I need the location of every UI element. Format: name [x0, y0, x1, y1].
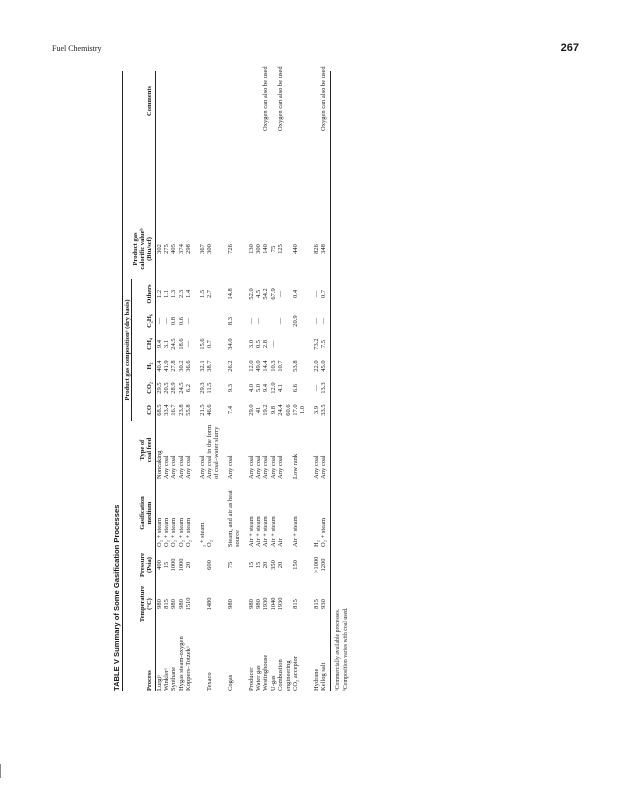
cell-co: 46.6	[205, 404, 213, 416]
cell-medium: Air + steam	[254, 516, 262, 547]
cell-feed: Any coal	[320, 421, 330, 479]
cell-cal: 298	[185, 244, 193, 254]
cell-pres: 150	[292, 560, 299, 570]
cell-co: 19.2	[262, 404, 270, 416]
cell-co2: —	[312, 384, 320, 392]
cell-temp: 980	[155, 599, 163, 609]
cell-medium: O₂ + steam	[320, 479, 330, 547]
cell-others: 0.4	[292, 289, 299, 299]
cell-ch4: 7.5	[320, 333, 330, 355]
cell-others: 1.3	[170, 289, 178, 299]
cell-comments	[313, 71, 320, 131]
cell-co2: 5.0	[254, 383, 262, 393]
cell-temp: 815	[162, 599, 170, 609]
cell-c2h6: —	[320, 309, 330, 333]
cell-medium: O₂	[205, 540, 213, 547]
cell-h2: 49.0	[254, 360, 262, 372]
cell-process: Texaco	[205, 672, 213, 691]
cell-temp: 930	[320, 583, 330, 625]
cell-co-extra: 60.6	[284, 404, 292, 416]
cell-co2: 29.5	[155, 382, 163, 394]
header-others: Others	[132, 279, 156, 309]
cell-c2h6	[262, 309, 269, 333]
table-row	[155, 71, 163, 691]
cell-h2: 10.7	[277, 360, 285, 372]
spacer-cell	[320, 131, 330, 219]
cell-feed: Any coal	[254, 455, 262, 479]
cell-h2: 14.4	[262, 360, 270, 372]
cell-pres: 400	[155, 560, 163, 570]
cell-medium: Air + steam	[247, 516, 255, 547]
cell-feed: Any coal	[198, 455, 206, 479]
cell-h2: 45.0	[320, 355, 330, 377]
cell-process: Hydrane	[312, 668, 320, 691]
cell-ch4: —	[185, 340, 193, 348]
cell-pres: 350	[269, 560, 277, 570]
cell-temp: 1930	[262, 597, 270, 611]
cell-c2h6	[199, 309, 206, 333]
header-medium: Gasification medium	[132, 479, 156, 547]
cell-others: 0.7	[320, 279, 330, 309]
cell-cal: 440	[292, 244, 299, 254]
cell-comments	[199, 71, 206, 131]
cell-cal: 374	[177, 244, 185, 254]
cell-others: 1.5	[198, 289, 206, 299]
page-number: 267	[560, 42, 579, 54]
cell-co: 68.5	[155, 404, 163, 416]
cell-others: 4.5	[254, 289, 262, 299]
cell-co: 23.8	[177, 404, 185, 416]
table-row	[199, 71, 206, 691]
cell-cal: 300	[254, 244, 262, 254]
spacer-cell	[255, 131, 262, 219]
cell-c2h6	[206, 309, 227, 333]
header-h2: H₂	[132, 355, 156, 377]
cell-temp: 815	[312, 599, 320, 609]
table-row	[313, 71, 320, 691]
gasification-table	[123, 66, 331, 691]
cell-feed: Any coal	[269, 455, 277, 479]
cell-c2h6: 20.9	[292, 315, 299, 327]
cell-others: 52.0	[247, 288, 255, 300]
cell-co	[292, 399, 313, 421]
cell-feed: Any coal	[312, 455, 320, 479]
cell-ch4: 2.8	[262, 339, 270, 349]
cell-pres: 75	[226, 561, 234, 569]
cell-co2: 4.0	[247, 383, 255, 393]
cell-h2: 41.9	[162, 360, 170, 372]
cell-co: 29.0	[247, 404, 255, 416]
cell-c2h6: —	[277, 317, 285, 325]
cell-medium: ₂ + steam	[198, 522, 206, 547]
table-body	[155, 66, 330, 691]
cell-comments: Oxygen can also be used	[277, 66, 285, 131]
cell-pres: 20	[262, 561, 270, 569]
cell-others: —	[312, 290, 320, 298]
table-row	[262, 71, 269, 691]
cell-h2: 12.0	[247, 360, 255, 372]
cell-cal: 140	[262, 244, 270, 254]
spacer-cell	[277, 131, 292, 219]
cell-temp: 980	[170, 599, 178, 609]
cell-comments	[178, 71, 185, 131]
cell-c2h6: —	[155, 317, 163, 325]
cell-c2h6: 0.8	[170, 316, 178, 326]
spacer-cell	[185, 131, 198, 219]
cell-others: 14.8	[226, 288, 234, 300]
cell-comments	[270, 71, 277, 131]
cell-co2: 24.5	[177, 382, 185, 394]
cell-co: 9.8	[269, 405, 277, 415]
cell-cal: 302	[155, 244, 163, 254]
cell-cal: 300	[205, 244, 213, 254]
table-row	[277, 71, 292, 691]
cell-comments	[255, 71, 262, 131]
cell-medium: O₂ + steam	[170, 517, 178, 547]
cell-cal: 275	[162, 244, 170, 254]
cell-comments	[185, 71, 198, 131]
cell-feed: Any coal	[226, 455, 234, 479]
cell-ch4: 15.6	[198, 338, 206, 350]
cell-process: Lurgiᵃ	[155, 674, 163, 691]
cell-co: 7.4	[226, 405, 234, 415]
cell-feed: Any coal	[170, 455, 178, 479]
cell-cal: 826	[312, 244, 320, 254]
cell-pres: 20	[185, 561, 193, 569]
cell-temp: 1480	[205, 597, 213, 611]
cell-ch4: 18.6	[177, 338, 185, 350]
cell-h2: 53.8	[292, 360, 299, 372]
cell-temp: 815	[292, 599, 299, 609]
table-caption: TABLE V Summary of Some Gasification Processes	[112, 504, 121, 691]
footnotes	[331, 71, 350, 691]
cell-co2: 9.4	[262, 383, 270, 393]
cell-others: 2.3	[177, 289, 185, 299]
table-row	[178, 71, 185, 691]
cell-medium: O₂ + steam	[162, 517, 170, 547]
cell-others: 67.9	[269, 288, 277, 300]
header-comments: Comments	[132, 71, 156, 131]
table-row	[292, 71, 313, 691]
cell-medium: O₂ + steam	[155, 517, 163, 547]
cell-pres: >1000	[312, 556, 320, 574]
cell-comments	[292, 71, 313, 131]
cell-temp: 1930	[277, 597, 285, 611]
cell-cal: 130	[247, 244, 255, 254]
header-pressure: Pressure (Psia)	[132, 547, 156, 583]
cell-medium: Steam, and air as heat source	[226, 490, 242, 547]
header-process: Process	[132, 625, 156, 691]
cell-h2: 40.4	[155, 360, 163, 372]
cell-pres: 20	[277, 561, 285, 569]
cell-co2: 11.5	[205, 382, 213, 394]
footnote-a: ᵃCommercially available processes.	[334, 608, 341, 691]
cell-cal: 405	[170, 244, 178, 254]
table-row	[163, 71, 170, 691]
cell-comments	[163, 71, 170, 131]
cell-temp: 980	[177, 599, 185, 609]
cell-ch4: 34.0	[226, 338, 234, 350]
table-row	[227, 71, 248, 691]
cell-cal: 367	[198, 244, 206, 254]
table-row	[206, 71, 227, 691]
cell-comments: Oxygen can also be used	[262, 66, 270, 131]
cell-feed: Any coal	[185, 455, 193, 479]
cell-feed: Low rank	[292, 453, 299, 479]
table-row	[170, 71, 177, 691]
header-co2: CO₂	[132, 377, 156, 399]
margin-mark	[0, 764, 1, 778]
spacer-cell	[313, 131, 320, 219]
cell-medium: Air + steam	[262, 516, 270, 547]
cell-process: Kellog salt	[320, 625, 330, 691]
cell-process: Synthane	[170, 666, 178, 691]
cell-feed: Any coal in the form of coal–water slurry	[205, 424, 221, 479]
cell-c2h6: —	[247, 317, 255, 325]
table-row	[270, 71, 277, 691]
table-row	[320, 71, 330, 691]
cell-others: 1.4	[185, 289, 193, 299]
cell-process: Producer	[247, 667, 255, 691]
table-row	[255, 71, 262, 691]
cell-process: CO₂ acceptor	[292, 656, 299, 691]
cell-feed: Noncaking	[155, 450, 163, 479]
cell-pres	[199, 547, 206, 583]
cell-temp: 980	[226, 599, 234, 609]
cell-ch4: 73.2	[312, 338, 320, 350]
cell-co: 33.4	[162, 404, 170, 416]
cell-process: Hygas steam-oxygen	[177, 636, 185, 691]
cell-co: 21.5	[198, 404, 206, 416]
cell-comments	[155, 71, 163, 131]
cell-co2: 6.2	[185, 383, 193, 393]
spacer-cell	[270, 131, 277, 219]
cell-comments	[206, 71, 227, 131]
cell-h2: 26.2	[226, 360, 234, 372]
cell-co2: 6.6	[292, 383, 299, 393]
cell-process: U-gas	[269, 675, 277, 691]
cell-process: Westinghouse	[262, 654, 270, 691]
cell-medium: Air + steam	[292, 516, 299, 547]
spacer-cell	[178, 131, 185, 219]
cell-feed: Any coal	[262, 455, 270, 479]
cell-pres: 15	[247, 561, 255, 569]
cell-process: Winklerᵃ	[162, 668, 170, 691]
spacer-cell	[248, 131, 255, 219]
header-feed: Type of coal feed	[132, 421, 156, 479]
cell-co2: 20.5	[162, 382, 170, 394]
cell-h2: 30.2	[177, 360, 185, 372]
table-row	[185, 71, 198, 691]
cell-others: 2.7	[205, 289, 213, 299]
cell-c2h6: —	[185, 317, 193, 325]
header-co: CO	[132, 399, 156, 421]
cell-co: 55.8	[185, 404, 193, 416]
spacer-cell	[155, 131, 163, 219]
cell-temp: 980	[247, 599, 255, 609]
cell-others: 1.2	[155, 289, 163, 299]
cell-co: 33.5	[320, 399, 330, 421]
cell-comments	[227, 71, 248, 131]
cell-cal: 726	[226, 244, 234, 254]
cell-h2: 32.1	[198, 360, 206, 372]
cell-others: 1.1	[162, 289, 170, 299]
cell-feed: Any coal	[277, 455, 285, 479]
spacer-cell	[163, 131, 170, 219]
cell-h2: 27.8	[170, 360, 178, 372]
cell-co-extra: 1.0	[299, 405, 307, 415]
cell-ch4: 9.4	[155, 339, 163, 349]
cell-temp: 980	[254, 599, 262, 609]
cell-ch4: 3.1	[162, 339, 170, 349]
cell-others: 54.2	[262, 288, 270, 300]
cell-ch4	[292, 333, 313, 355]
spacer-cell	[227, 131, 248, 219]
cell-pres: 15	[162, 561, 170, 569]
cell-h2: 22.0	[312, 360, 320, 372]
cell-pres: 600	[205, 560, 213, 570]
cell-temp	[199, 583, 206, 625]
footnote-b: ᵇComposition varies with coal used.	[342, 607, 349, 691]
cell-temp: 1040	[269, 597, 277, 611]
header-ch4: CH₄	[132, 333, 156, 355]
cell-cal: 75	[269, 245, 277, 253]
cell-process: Combustion engineering	[277, 659, 292, 691]
cell-pres: 15	[254, 561, 262, 569]
cell-h2: 38.7	[205, 360, 213, 372]
cell-feed: Any coal	[177, 455, 185, 479]
cell-co-value: 17.0	[292, 404, 299, 416]
spacer-cell	[292, 131, 313, 219]
cell-comments: Oxygen can also be used	[320, 71, 330, 131]
cell-comments	[248, 71, 255, 131]
cell-c2h6: —	[312, 317, 320, 325]
cell-medium: Air	[277, 538, 285, 547]
cell-pres: 1000	[177, 558, 185, 572]
cell-process	[199, 625, 206, 691]
cell-medium: H₂	[312, 540, 320, 547]
cell-pres: 1200	[320, 547, 330, 583]
cell-c2h6: 0.6	[177, 316, 185, 326]
cell-process: Cogas	[226, 674, 234, 691]
spacer-cell	[262, 131, 269, 219]
cell-co2: 29.3	[198, 382, 206, 394]
cell-feed: Any coal	[247, 455, 255, 479]
cell-ch4	[277, 333, 292, 355]
cell-co: 3.9	[312, 405, 320, 415]
cell-others: —	[277, 290, 285, 298]
cell-ch4: 3.0	[247, 339, 255, 349]
cell-ch4: 0.7	[205, 339, 213, 349]
cell-co	[277, 399, 292, 421]
cell-c2h6	[270, 309, 277, 333]
cell-co: 41	[254, 406, 262, 414]
cell-c2h6: —	[162, 317, 170, 325]
cell-h2: 36.6	[185, 360, 193, 372]
cell-ch4: 24.5	[170, 338, 178, 350]
spacer-cell	[206, 131, 227, 219]
rotated-table-area	[112, 66, 446, 691]
header-temperature: Temperature (°C)	[132, 583, 156, 625]
header-c2h6: C₂H₆	[132, 309, 156, 333]
spacer-cell	[170, 131, 177, 219]
cell-co2: 12.0	[269, 382, 277, 394]
cell-pres: 1000	[170, 558, 178, 572]
table-row	[248, 71, 255, 691]
cell-co2: 4.1	[277, 383, 285, 393]
cell-c2h6: 8.3	[226, 316, 234, 326]
cell-process: Koppers–Totzekᵃ	[185, 646, 193, 691]
cell-cal: 125	[277, 244, 285, 254]
header-calorific: Product gas calorific valueᵇ (Btu/scf)	[132, 219, 156, 279]
running-head: Fuel Chemistry	[52, 44, 102, 53]
cell-c2h6: —	[254, 317, 262, 325]
cell-h2: 10.3	[269, 360, 277, 372]
cell-co2: 9.3	[226, 383, 234, 393]
spacer-cell	[199, 131, 206, 219]
cell-co2: 28.9	[170, 382, 178, 394]
cell-process: Water gas	[254, 665, 262, 691]
group-header: Product gas compositionᵃ (dry basis)	[123, 279, 132, 421]
cell-co2: 13.3	[320, 377, 330, 399]
cell-co-value: 24.4	[277, 404, 285, 416]
cell-temp: 1510	[185, 597, 193, 611]
cell-cal: 348	[320, 219, 330, 279]
cell-feed: Any coal	[162, 455, 170, 479]
cell-co: 16.7	[170, 404, 178, 416]
cell-ch4: 0.5	[254, 339, 262, 349]
cell-ch4: —	[269, 340, 277, 348]
cell-comments	[170, 71, 177, 131]
cell-medium: O₂ + steam	[185, 517, 193, 547]
cell-medium: O₂ + steam	[177, 517, 185, 547]
cell-medium: Air + steam	[269, 516, 277, 547]
